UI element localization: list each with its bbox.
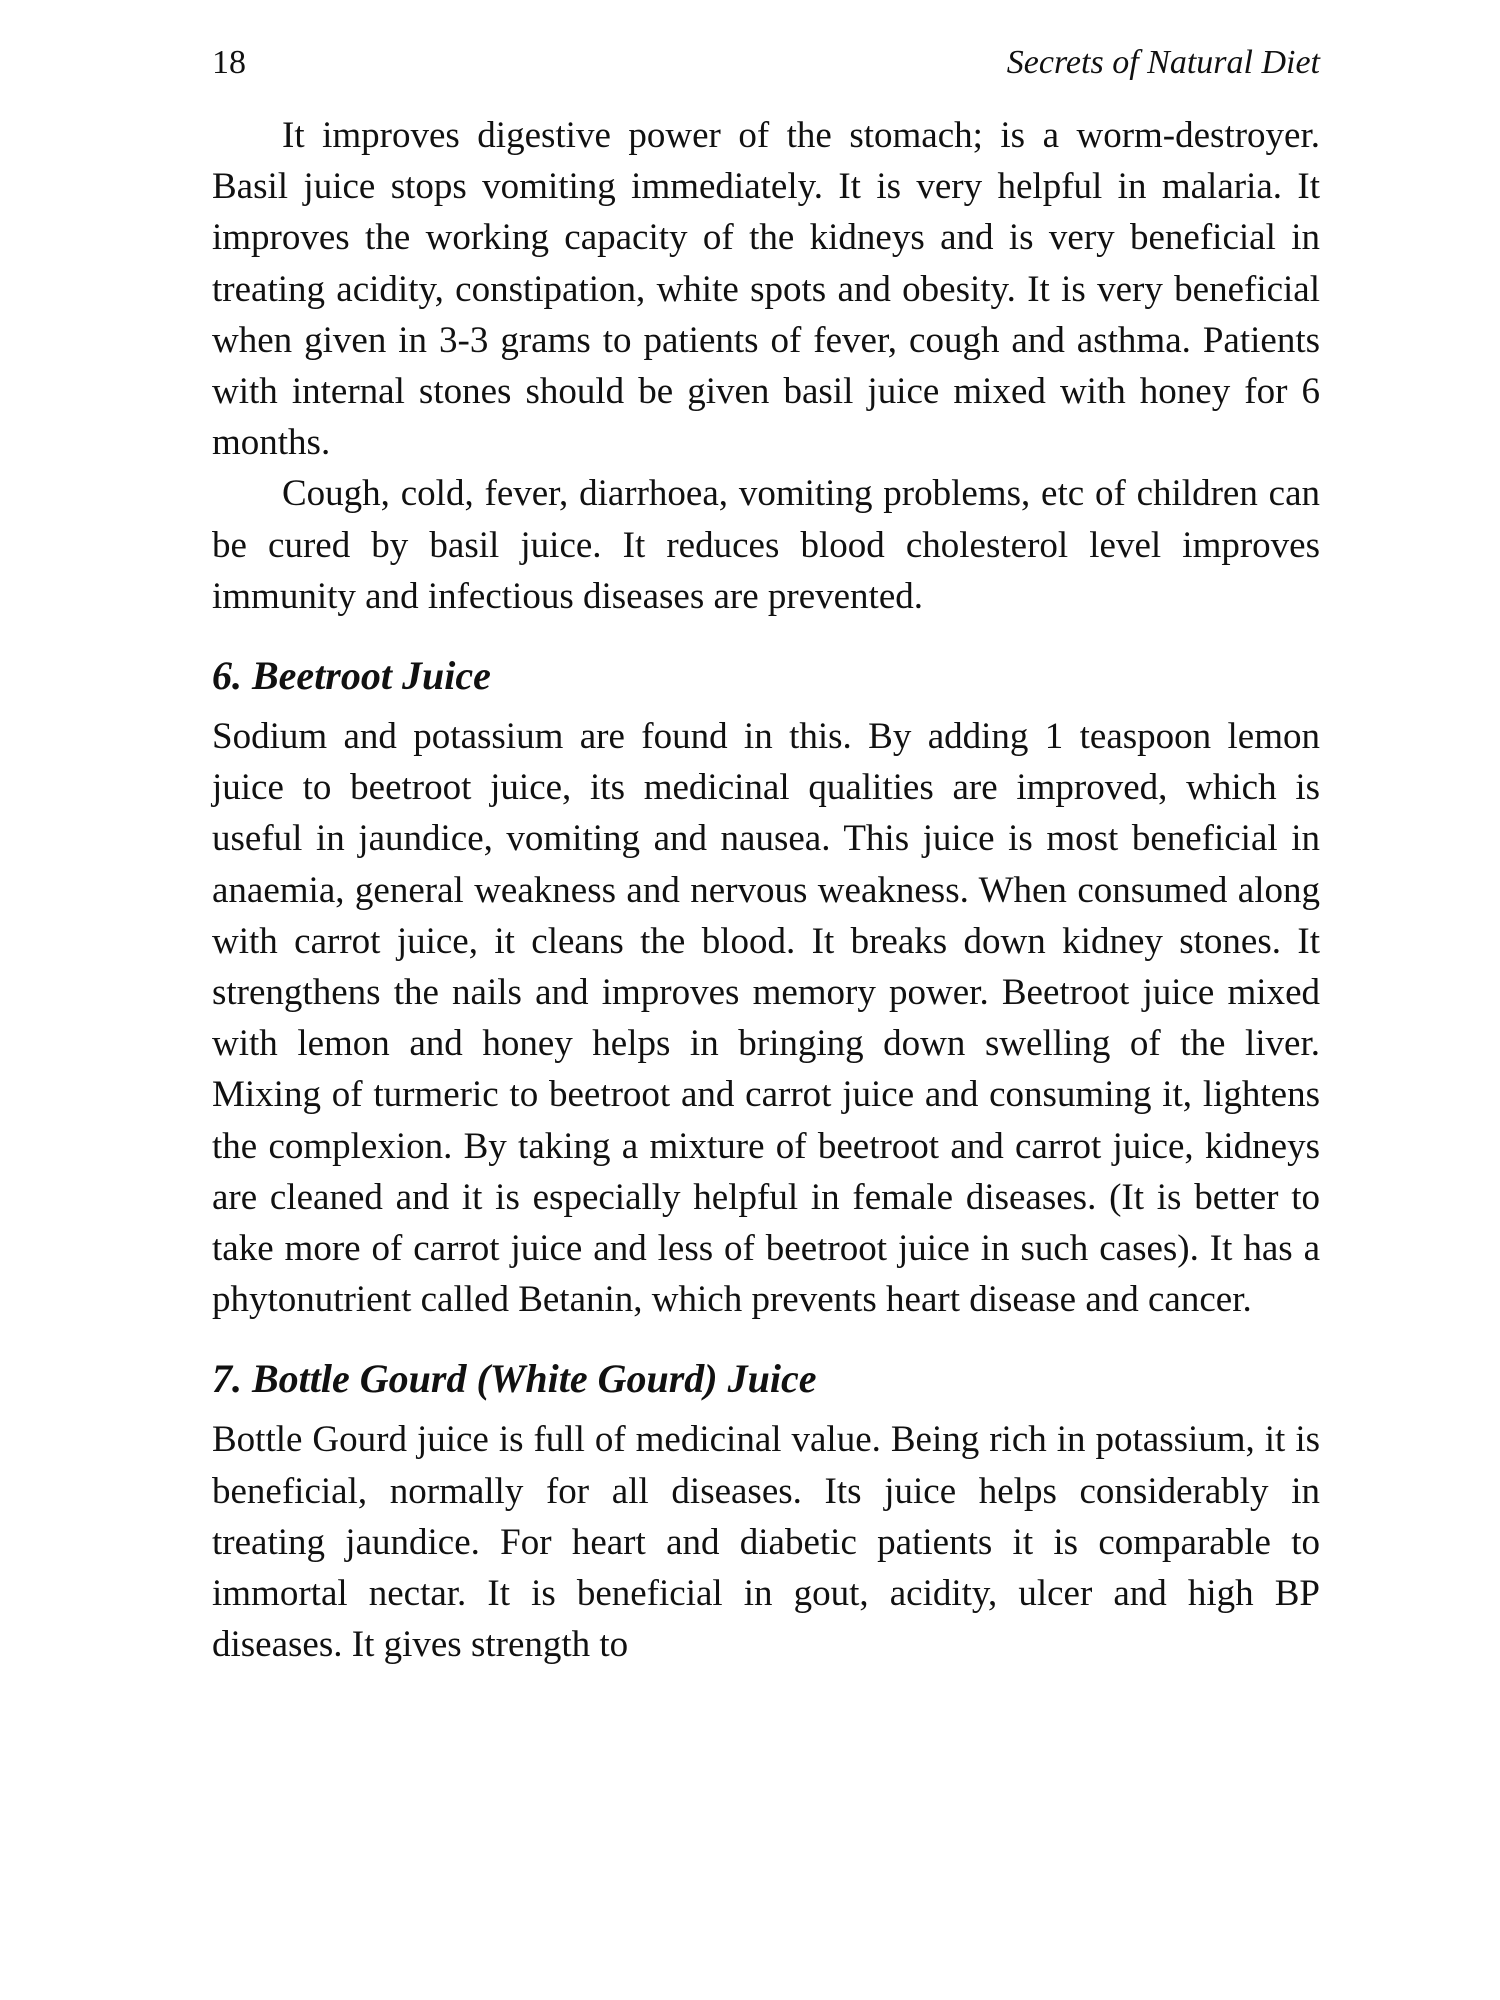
section-beetroot-juice xyxy=(212,650,1320,1325)
book-title: Secrets of Natural Diet xyxy=(1006,44,1320,81)
section-heading: 6. Beetroot Juice xyxy=(212,653,491,699)
section-heading: 7. Bottle Gourd (White Gourd) Juice xyxy=(212,1356,817,1402)
section-body: Sodium and potassium are found in this. By adding 1 teaspoon lemon juice to beetroot juice, its medicinal qualities are improved, which is useful in jaundice, vomiting and nausea. This juice is most beneficial in anaemia, general weakness and nervous weakness. When consumed along with carrot juice, it cleans the blood. It breaks down kidney stones. It strengthens the nails and improves memory power. Beetroot juice mixed with lemon and honey helps in bringing down swelling of the liver. Mixing of turmeric to beetroot and carrot juice and consuming it, lightens the complexion. By taking a mixture of beetroot and carrot juice, kidneys are cleaned and it is especially helpful in female diseases. (It is better to take more of carrot juice and less of beetroot juice in such cases). It has a phytonutrient called Betanin, which prevents heart disease and cancer. xyxy=(212,716,1320,1321)
intro-paragraph: It improves digestive power of the stomach; is a worm-destroyer. Basil juice stops vomiting immediately. It is very helpful in malaria. It improves the working capacity of the kidneys and is very beneficial in treating acidity, constipation, white spots and obesity. It is very beneficial when given in 3-3 grams to patients of fever, cough and asthma. Patients with internal stones should be given basil juice mixed with honey for 6 months. xyxy=(212,115,1320,464)
book-page xyxy=(212,38,1320,1670)
section-bottle-gourd-juice xyxy=(212,1353,1320,1670)
section-body: Bottle Gourd juice is full of medicinal value. Being rich in potassium, it is beneficial, normally for all diseases. Its juice helps considerably in treating jaundice. For heart and diabetic patients it is comparable to immortal nectar. It is beneficial in gout, acidity, ulcer and high BP diseases. It gives strength to xyxy=(212,1419,1320,1666)
page-number: 18 xyxy=(212,44,246,81)
intro-paragraph: Cough, cold, fever, diarrhoea, vomiting problems, etc of children can be cured by basil juice. It reduces blood cholesterol level improves immunity and infectious diseases are prevented. xyxy=(212,473,1320,617)
running-header xyxy=(212,38,1320,88)
